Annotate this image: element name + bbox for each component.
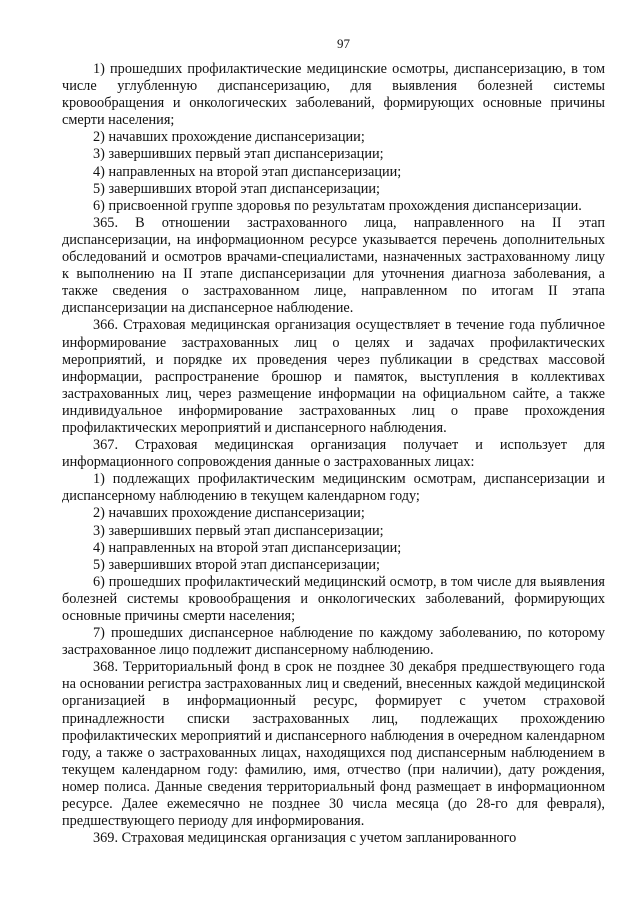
list-item-2-started: 2) начавших прохождение диспансеризации; xyxy=(93,129,365,146)
document-body xyxy=(62,61,605,847)
clause-367-item-5: 5) завершивших второй этап диспансеризации; xyxy=(93,556,380,573)
clause-367-item-2: 2) начавших прохождение диспансеризации; xyxy=(93,505,365,522)
list-item-4-second-stage-referred: 4) направленных на второй этап диспансеризации; xyxy=(93,163,402,180)
list-item-3-first-stage: 3) завершивших первый этап диспансеризации; xyxy=(93,146,384,163)
clause-367-item-1: 1) подлежащих профилактическим медицинским осмотрам, диспансеризации и диспансерному наблюдению в текущем календарном году; xyxy=(62,471,605,505)
clause-367-item-6: 6) прошедших профилактический медицинский осмотр, в том числе для выявления болезней системы кровообращения и онкологических заболеваний, формирующих основные причины смерти населения; xyxy=(62,573,605,624)
list-item-1-examined: 1) прошедших профилактические медицинские осмотры, диспансеризацию, в том числе углубленную диспансеризацию, для выявления болезней системы кровообращения и онкологических заболеваний, формирующих основные причины смерти населения; xyxy=(62,61,605,129)
page-number: 97 xyxy=(337,36,350,51)
list-item-5-second-stage-completed: 5) завершивших второй этап диспансеризации; xyxy=(93,180,380,197)
list-item-6-health-group: 6) присвоенной группе здоровья по результатам прохождения диспансеризации. xyxy=(93,197,582,214)
clause-367-item-4: 4) направленных на второй этап диспансеризации; xyxy=(93,539,402,556)
clause-366: 366. Страховая медицинская организация осуществляет в течение года публичное информирование застрахованных лиц о целях и задачах профилактических мероприятий, и порядке их проведения через публикации в средствах массовой информации, распространение брошюр и памяток, выступления в коллективах застрахованных лиц, через размещение информации на официальном сайте, а также индивидуальное информирование застрахованных лиц о праве прохождения профилактических мероприятий и диспансерного наблюдения. xyxy=(62,317,605,436)
clause-367-item-7: 7) прошедших диспансерное наблюдение по каждому заболеванию, по которому застрахованное лицо подлежит диспансерному наблюдению. xyxy=(62,625,605,659)
clause-368: 368. Территориальный фонд в срок не позднее 30 декабря предшествующего года на основании регистра застрахованных лиц и сведений, внесенных каждой медицинской организацией в информационный ресурс, формирует с учетом страховой принадлежности списки застрахованных лиц, подлежащих прохождению профилактических мероприятий и диспансерного наблюдения в очередном календарном году, а также о застрахованных лицах, находящихся под диспансерным наблюдением в текущем календарном году: фамилию, имя, отчество (при наличии), дату рождения, номер полиса. Данные сведения территориальный фонд размещает в информационном ресурсе. Далее ежемесячно не позднее 30 числа месяца (до 28-го для февраля), предшествующего периоду для информирования. xyxy=(62,659,605,830)
clause-367-item-3: 3) завершивших первый этап диспансеризации; xyxy=(93,522,384,539)
clause-365: 365. В отношении застрахованного лица, направленного на II этап диспансеризации, на информационном ресурсе указывается перечень дополнительных обследований и осмотров врачами-специалистами, назначенных застрахованному лицу к выполнению на II этапе диспансеризации для уточнения диагноза заболевания, а также сведения о застрахованном лице, направленном по итогам II этапа диспансеризации на диспансерное наблюдение. xyxy=(62,214,605,317)
clause-369: 369. Страховая медицинская организация с учетом запланированного xyxy=(93,830,517,847)
clause-367: 367. Страховая медицинская организация получает и использует для информационного сопровождения данные о застрахованных лицах: xyxy=(62,437,605,471)
